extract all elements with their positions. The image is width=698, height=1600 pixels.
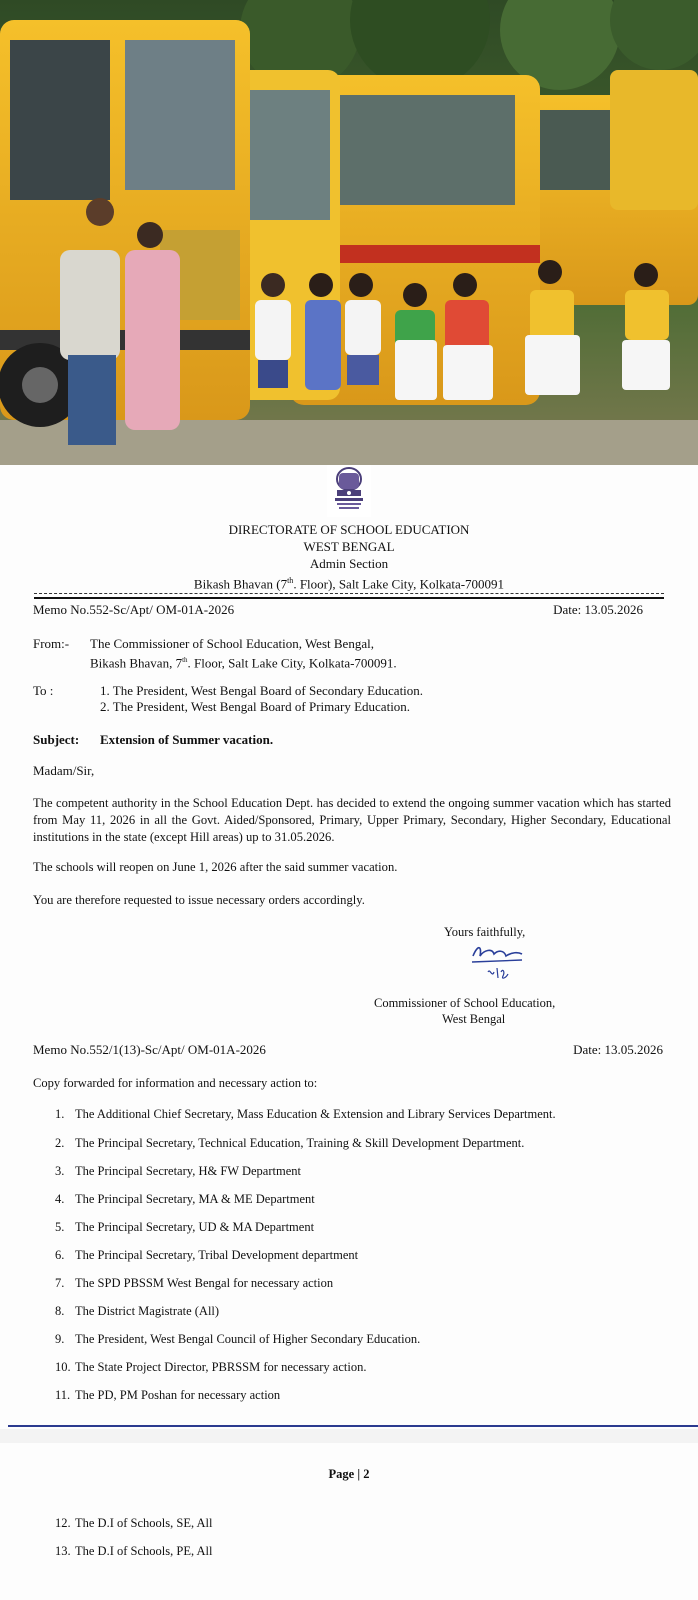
copy-list-item: 4. The Principal Secretary, MA & ME Department [55, 1192, 315, 1206]
to-label: To : [33, 683, 54, 698]
from-line-2: Bikash Bhavan, 7th. Floor, Salt Lake City, Kolkata-700091. [90, 655, 397, 671]
letterhead-section: Admin Section [309, 556, 389, 571]
copy-list-item: 6. The Principal Secretary, Tribal Development department [55, 1248, 359, 1262]
body-paragraph-1: The competent authority in the School Education Dept. has decided to extend the ongoing summer vacation which has started from May 11, 2026 in all the Govt. Aided/Sponsored, Primary, Upper Primary, Secondary, Higher Secondary, Educational institutions in the state (except Hill areas) up to 31.05.2026. [33, 796, 671, 844]
letterhead-directorate: DIRECTORATE OF SCHOOL EDUCATION [228, 522, 470, 537]
copy-list-item: 1. The Additional Chief Secretary, Mass Education & Extension and Library Services Department. [55, 1107, 556, 1121]
copy-list-item: 8. The District Magistrate (All) [55, 1304, 220, 1318]
divider-solid [34, 597, 664, 599]
salutation: Madam/Sir, [33, 763, 95, 778]
signatory-designation: Commissioner of School Education, [374, 996, 556, 1010]
page-separator [0, 1429, 698, 1443]
memo-2-number: Memo No.552/1(13)-Sc/Apt/ OM-01A-2026 [33, 1042, 266, 1057]
memo-number: Memo No.552-Sc/Apt/ OM-01A-2026 [33, 602, 235, 617]
national-emblem-icon [327, 465, 371, 517]
copy-list-item: 2. The Principal Secretary, Technical Education, Training & Skill Development Department. [55, 1136, 525, 1150]
copy-list-item: 11. The PD, PM Poshan for necessary action [55, 1388, 281, 1402]
signature-image [470, 942, 530, 986]
memo-date: Date: 13.05.2026 [553, 602, 643, 617]
to-item-1: 1. The President, West Bengal Board of Secondary Education. [100, 683, 424, 698]
from-label: From:- [33, 636, 70, 651]
copy-list-item: 9. The President, West Bengal Council of Higher Secondary Education. [55, 1332, 421, 1346]
body-paragraph-3: You are therefore requested to issue necessary orders accordingly. [33, 893, 365, 907]
page-number: Page | 2 [328, 1467, 370, 1481]
copy-list-item: 5. The Principal Secretary, UD & MA Department [55, 1220, 315, 1234]
copy-list-item: 3. The Principal Secretary, H& FW Department [55, 1164, 301, 1178]
subject-text: Extension of Summer vacation. [100, 732, 274, 747]
copy-forwarded-intro: Copy forwarded for information and necessary action to: [33, 1076, 318, 1090]
page-break-line [8, 1425, 698, 1427]
from-line-1: The Commissioner of School Education, West Bengal, [90, 636, 374, 651]
signatory-state: West Bengal [442, 1012, 506, 1026]
letterhead-address: Bikash Bhavan (7th. Floor), Salt Lake City, Kolkata-700091 [193, 576, 505, 592]
news-photo-school-buses [0, 0, 698, 465]
subject-label: Subject: [33, 732, 80, 747]
copy-list-item: 12. The D.I of Schools, SE, All [55, 1516, 213, 1530]
copy-list-item: 7. The SPD PBSSM West Bengal for necessary action [55, 1276, 334, 1290]
to-item-2: 2. The President, West Bengal Board of Primary Education. [100, 699, 411, 714]
copy-list-item: 10. The State Project Director, PBRSSM for necessary action. [55, 1360, 367, 1374]
government-notice [0, 465, 698, 1600]
divider-dashed [34, 593, 664, 594]
letterhead-state: WEST BENGAL [303, 539, 395, 554]
memo-2-date: Date: 13.05.2026 [573, 1042, 663, 1057]
body-paragraph-2: The schools will reopen on June 1, 2026 after the said summer vacation. [33, 860, 398, 874]
copy-list-item: 13. The D.I of Schools, PE, All [55, 1544, 213, 1558]
closing-yours-faithfully: Yours faithfully, [444, 925, 526, 939]
